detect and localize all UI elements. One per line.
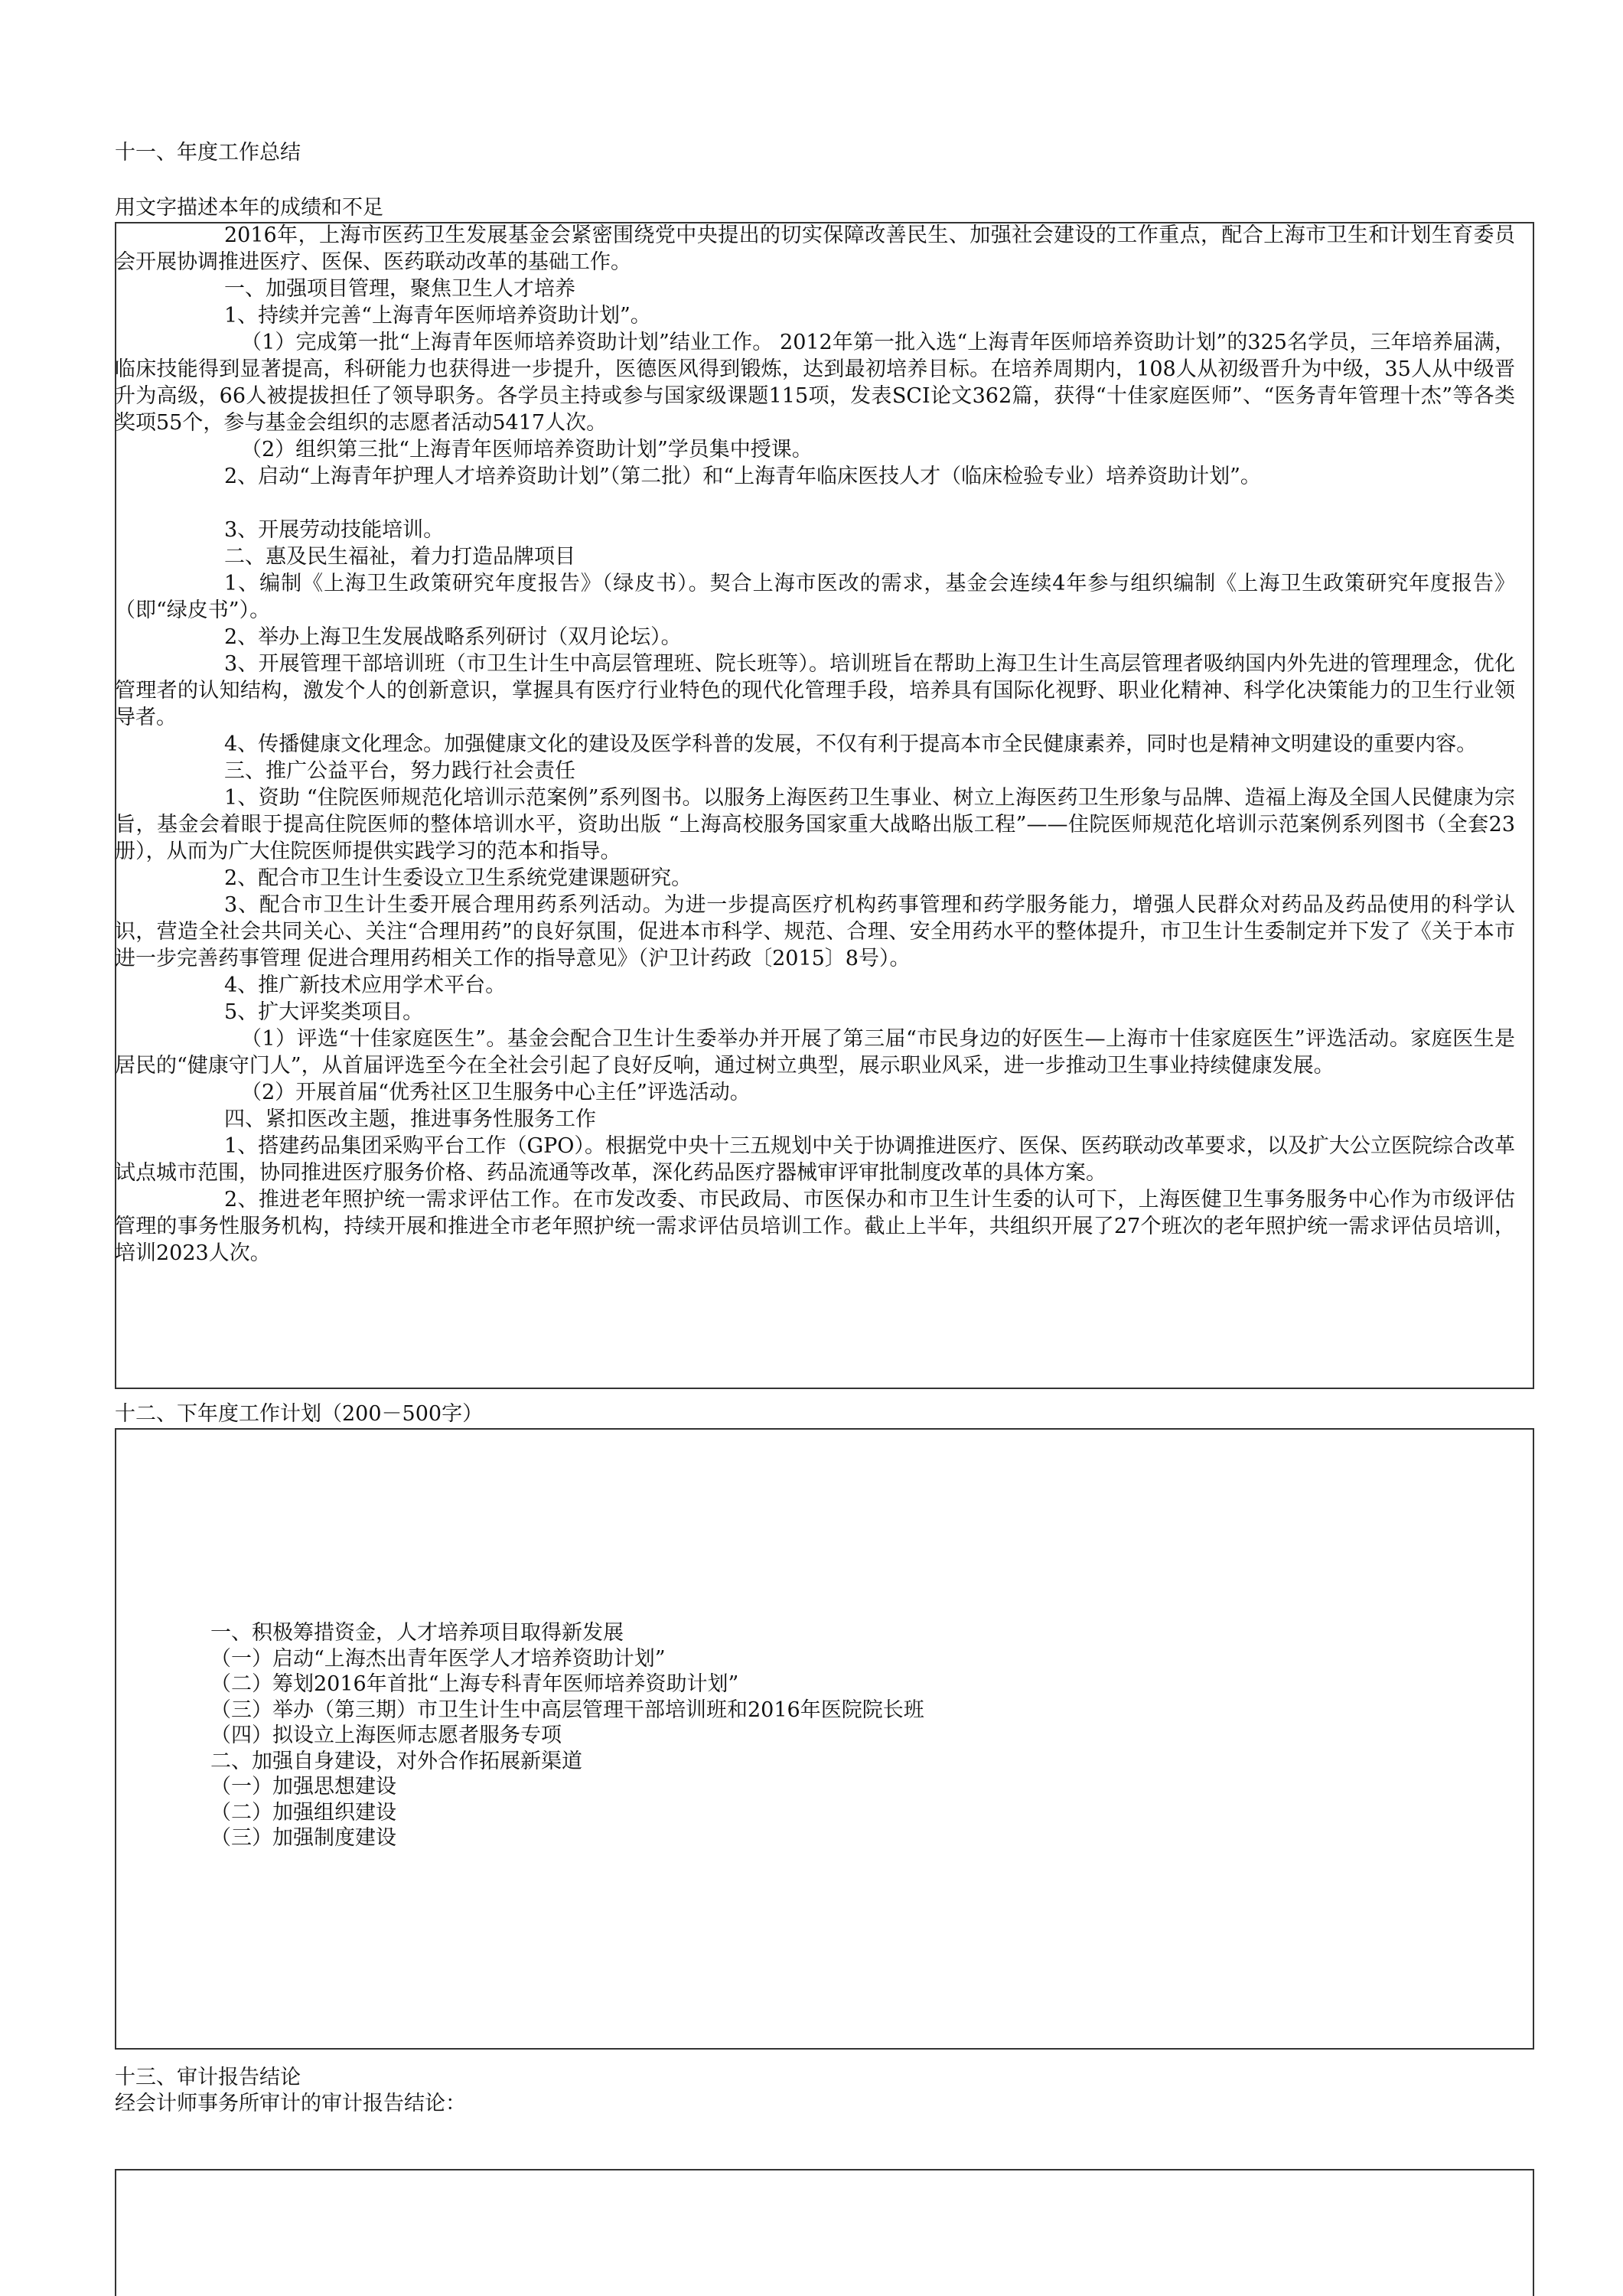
summary-paragraph: 1、资助 “住院医师规范化培训示范案例”系列图书。以服务上海医药卫生事业、树立上海医药卫生形象与品牌、造福上海及全国人民健康为宗旨，基金会着眼于提高住院医师的整体培训水平，资助出版 “上海高校服务国家重大战略出版工程”——住院医师规范化培训示范案例系列图书（全套23册），从而为广大住院医师提供实践学习的范本和指导。 bbox=[115, 786, 1515, 863]
summary-paragraph: 2、配合市卫生计生委设立卫生系统党建课题研究。 bbox=[224, 866, 693, 890]
summary-paragraph: 3、开展管理干部培训班（市卫生计生中高层管理班、院长班等）。培训班旨在帮助上海卫生计生高层管理者吸纳国内外先进的管理理念，优化管理者的认知结构，激发个人的创新意识，掌握具有医疗行业特色的现代化管理手段，培养具有国际化视野、职业化精神、科学化决策能力的卫生行业领导者。 bbox=[115, 652, 1515, 729]
section-11-heading: 十一、年度工作总结 bbox=[115, 141, 301, 165]
plan-line: （二）加强组织建设 bbox=[210, 1800, 396, 1825]
summary-paragraph: 四、紧扣医改主题，推进事务性服务工作 bbox=[224, 1107, 596, 1131]
summary-paragraph: （1）完成第一批“上海青年医师培养资助计划”结业工作。 2012年第一批入选“上海青年医师培养资助计划”的325名学员，三年培养届满，临床技能得到显著提高，科研能力也获得进一步提升，医德医风得到锻炼，达到最初培养目标。在培养周期内，108人从初级晋升为中级，35人从中级晋升为高级，66人被提拔担任了领导职务。各学员主持或参与国家级课题115项，发表SCI论文362篇，获得“十佳家庭医师”、“医务青年管理十杰”等各类奖项55个，参与基金会组织的志愿者活动5417人次。 bbox=[115, 331, 1515, 435]
summary-paragraph: （2）组织第三批“上海青年医师培养资助计划”学员集中授课。 bbox=[241, 438, 813, 461]
audit-box bbox=[115, 2169, 1534, 2296]
section-11-subheading: 用文字描述本年的成绩和不足 bbox=[115, 196, 383, 220]
summary-paragraph: （2）开展首届“优秀社区卫生服务中心主任”评选活动。 bbox=[241, 1081, 751, 1104]
summary-paragraph: 2、启动“上海青年护理人才培养资助计划”（第二批）和“上海青年临床医技人才（临床检验专业）培养资助计划”。 bbox=[224, 465, 1261, 488]
summary-paragraph: 三、推广公益平台，努力践行社会责任 bbox=[224, 759, 575, 783]
summary-paragraph: 5、扩大评奖类项目。 bbox=[224, 1000, 424, 1024]
summary-paragraph: 1、搭建药品集团采购平台工作（GPO）。根据党中央十三五规划中关于协调推进医疗、医保、医药联动改革要求，以及扩大公立医院综合改革试点城市范围，协同推进医疗服务价格、药品流通等改革，深化药品医疗器械审评审批制度改革的具体方案。 bbox=[115, 1134, 1515, 1185]
summary-paragraph: 3、配合市卫生计生委开展合理用药系列活动。为进一步提高医疗机构药事管理和药学服务能力，增强人民群众对药品及药品使用的科学认识，营造全社会共同关心、关注“合理用药”的良好氛围，促进本市科学、规范、合理、安全用药水平的整体提升，市卫生计生委制定并下发了《关于本市进一步完善药事管理 促进合理用药相关工作的指导意见》（沪卫计药政〔2015〕8号）。 bbox=[115, 893, 1515, 970]
plan-text bbox=[210, 1620, 924, 1851]
summary-paragraph: 一、加强项目管理，聚焦卫生人才培养 bbox=[224, 277, 575, 301]
section-13-subheading: 经会计师事务所审计的审计报告结论： bbox=[115, 2092, 466, 2115]
summary-paragraph: 2016年，上海市医药卫生发展基金会紧密围绕党中央提出的切实保障改善民生、加强社会建设的工作重点，配合上海市卫生和计划生育委员会开展协调推进医疗、医保、医药联动改革的基础工作。 bbox=[115, 223, 1515, 274]
plan-line: 一、积极筹措资金，人才培养项目取得新发展 bbox=[210, 1621, 624, 1645]
summary-paragraph: 2、举办上海卫生发展战略系列研讨（双月论坛）。 bbox=[224, 625, 682, 649]
section-13-heading: 十三、审计报告结论 bbox=[115, 2066, 301, 2089]
plan-line: （二）筹划2016年首批“上海专科青年医师培养资助计划” bbox=[210, 1672, 739, 1696]
summary-paragraph: 3、开展劳动技能培训。 bbox=[224, 518, 445, 542]
summary-text bbox=[115, 222, 1515, 1267]
summary-paragraph: 2、推进老年照护统一需求评估工作。在市发改委、市民政局、市医保办和市卫生计生委的认可下，上海医健卫生事务服务中心作为市级评估管理的事务性服务机构，持续开展和推进全市老年照护统一需求评估员培训工作。截止上半年，共组织开展了27个班次的老年照护统一需求评估员培训，培训2023人次。 bbox=[115, 1188, 1515, 1265]
section-12-heading: 十二、下年度工作计划（200－500字） bbox=[115, 1402, 484, 1426]
plan-line: 二、加强自身建设，对外合作拓展新渠道 bbox=[210, 1749, 582, 1773]
plan-line: （四）拟设立上海医师志愿者服务专项 bbox=[210, 1724, 562, 1747]
summary-paragraph: 二、惠及民生福祉，着力打造品牌项目 bbox=[224, 545, 575, 569]
blank-line bbox=[115, 490, 1515, 517]
plan-line: （一）启动“上海杰出青年医学人才培养资助计划” bbox=[210, 1646, 666, 1671]
summary-paragraph: 4、推广新技术应用学术平台。 bbox=[224, 974, 507, 997]
summary-paragraph: 1、编制《上海卫生政策研究年度报告》（绿皮书）。契合上海市医改的需求，基金会连续4年参与组织编制《上海卫生政策研究年度报告》（即“绿皮书”）。 bbox=[115, 572, 1515, 622]
summary-paragraph: 4、传播健康文化理念。加强健康文化的建设及医学科普的发展，不仅有利于提高本市全民健康素养，同时也是精神文明建设的重要内容。 bbox=[224, 732, 1478, 756]
plan-line: （三）加强制度建设 bbox=[210, 1826, 396, 1850]
summary-paragraph: （1）评选“十佳家庭医生”。基金会配合卫生计生委举办并开展了第三届“市民身边的好医生—上海市十佳家庭医生”评选活动。家庭医生是居民的“健康守门人”，从首届评选至今在全社会引起了良好反响，通过树立典型，展示职业风采，进一步推动卫生事业持续健康发展。 bbox=[115, 1027, 1515, 1078]
plan-line: （一）加强思想建设 bbox=[210, 1775, 396, 1799]
summary-paragraph: 1、持续并完善“上海青年医师培养资助计划”。 bbox=[224, 304, 651, 328]
plan-line: （三）举办（第三期）市卫生计生中高层管理干部培训班和2016年医院院长班 bbox=[210, 1698, 924, 1722]
